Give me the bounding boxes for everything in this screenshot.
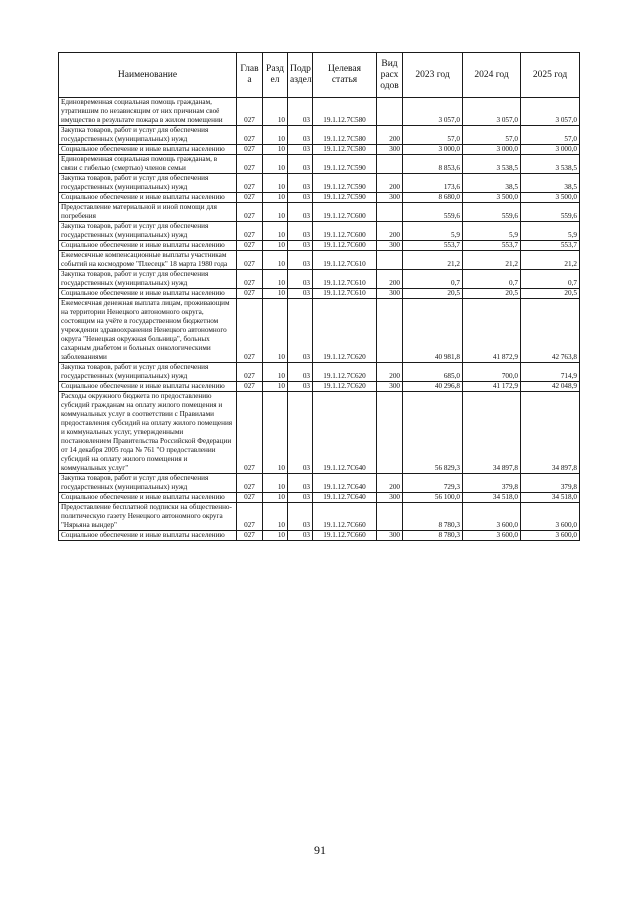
row-razdel: 10	[263, 174, 288, 193]
row-vid: 300	[377, 382, 403, 392]
row-vid	[377, 203, 403, 222]
header-2025: 2025 год	[521, 53, 580, 98]
row-podrazdel: 03	[288, 299, 313, 363]
table-row	[59, 174, 580, 193]
row-vid: 200	[377, 126, 403, 145]
row-vid: 300	[377, 145, 403, 155]
row-2024: 3 600,0	[463, 503, 521, 531]
header-vid: Вид расх одов	[377, 53, 403, 98]
row-podrazdel: 03	[288, 174, 313, 193]
row-podrazdel: 03	[288, 222, 313, 241]
row-vid: 300	[377, 193, 403, 203]
row-target: 19.1.12.7С610	[313, 251, 377, 270]
row-2024: 21,2	[463, 251, 521, 270]
row-podrazdel: 03	[288, 126, 313, 145]
row-2025: 3 600,0	[521, 503, 580, 531]
row-2024: 57,0	[463, 126, 521, 145]
row-2024: 3 500,0	[463, 193, 521, 203]
row-vid	[377, 503, 403, 531]
row-name: Закупка товаров, работ и услуг для обеспечения государственных (муниципальных) нужд	[59, 174, 237, 193]
row-podrazdel: 03	[288, 241, 313, 251]
table-row	[59, 299, 580, 363]
row-2024: 559,6	[463, 203, 521, 222]
row-glava: 027	[237, 203, 263, 222]
header-razdel: Разд ел	[263, 53, 288, 98]
table-row	[59, 382, 580, 392]
row-razdel: 10	[263, 193, 288, 203]
row-target: 19.1.12.7С660	[313, 531, 377, 541]
row-2024: 41 872,9	[463, 299, 521, 363]
table-row	[59, 126, 580, 145]
row-podrazdel: 03	[288, 203, 313, 222]
row-2023: 8 853,6	[403, 155, 463, 174]
row-razdel: 10	[263, 126, 288, 145]
row-podrazdel: 03	[288, 270, 313, 289]
row-target: 19.1.12.7С580	[313, 98, 377, 126]
row-podrazdel: 03	[288, 145, 313, 155]
row-name: Социальное обеспечение и иные выплаты населению	[59, 493, 237, 503]
row-name: Закупка товаров, работ и услуг для обеспечения государственных (муниципальных) нужд	[59, 363, 237, 382]
table-header-row	[59, 53, 580, 98]
row-name: Закупка товаров, работ и услуг для обеспечения государственных (муниципальных) нужд	[59, 222, 237, 241]
row-podrazdel: 03	[288, 474, 313, 493]
row-2024: 3 000,0	[463, 145, 521, 155]
row-2023: 56 100,0	[403, 493, 463, 503]
row-glava: 027	[237, 222, 263, 241]
row-2023: 21,2	[403, 251, 463, 270]
row-2023: 8 780,3	[403, 503, 463, 531]
row-2024: 3 538,5	[463, 155, 521, 174]
row-2025: 34 518,0	[521, 493, 580, 503]
row-target: 19.1.12.7С600	[313, 241, 377, 251]
row-2025: 553,7	[521, 241, 580, 251]
row-2025: 3 000,0	[521, 145, 580, 155]
row-2023: 8 680,0	[403, 193, 463, 203]
row-podrazdel: 03	[288, 493, 313, 503]
row-2025: 42 763,8	[521, 299, 580, 363]
row-razdel: 10	[263, 474, 288, 493]
row-name: Единовременная социальная помощь гражданам, в связи с гибелью (смертью) членов семьи	[59, 155, 237, 174]
row-name: Предоставление бесплатной подписки на общественно-политическую газету Ненецкого автономного округа "Нярьяна вындер"	[59, 503, 237, 531]
table-row	[59, 289, 580, 299]
table-row	[59, 392, 580, 474]
header-glava: Глав а	[237, 53, 263, 98]
row-name: Социальное обеспечение и иные выплаты населению	[59, 382, 237, 392]
header-2023: 2023 год	[403, 53, 463, 98]
row-glava: 027	[237, 126, 263, 145]
row-podrazdel: 03	[288, 251, 313, 270]
table-row	[59, 531, 580, 541]
table-row	[59, 251, 580, 270]
row-podrazdel: 03	[288, 155, 313, 174]
table-row	[59, 270, 580, 289]
table-row	[59, 493, 580, 503]
row-glava: 027	[237, 241, 263, 251]
row-vid: 300	[377, 241, 403, 251]
row-glava: 027	[237, 392, 263, 474]
row-2023: 553,7	[403, 241, 463, 251]
row-2023: 40 981,8	[403, 299, 463, 363]
row-target: 19.1.12.7С620	[313, 363, 377, 382]
row-2024: 3 600,0	[463, 531, 521, 541]
row-glava: 027	[237, 193, 263, 203]
row-vid: 300	[377, 531, 403, 541]
row-podrazdel: 03	[288, 289, 313, 299]
row-2025: 714,9	[521, 363, 580, 382]
table-row	[59, 503, 580, 531]
row-target: 19.1.12.7С640	[313, 474, 377, 493]
row-name: Предоставление материальной и иной помощи для погребения	[59, 203, 237, 222]
page-number: 91	[314, 843, 326, 857]
row-podrazdel: 03	[288, 531, 313, 541]
row-glava: 027	[237, 145, 263, 155]
row-target: 19.1.12.7С590	[313, 155, 377, 174]
header-name: Наименование	[59, 53, 237, 98]
row-razdel: 10	[263, 289, 288, 299]
row-target: 19.1.12.7С590	[313, 174, 377, 193]
row-target: 19.1.12.7С600	[313, 222, 377, 241]
row-vid: 300	[377, 289, 403, 299]
row-glava: 027	[237, 474, 263, 493]
row-2025: 5,9	[521, 222, 580, 241]
row-2025: 3 538,5	[521, 155, 580, 174]
row-2025: 3 057,0	[521, 98, 580, 126]
row-2023: 8 780,3	[403, 531, 463, 541]
row-2023: 3 057,0	[403, 98, 463, 126]
row-2024: 20,5	[463, 289, 521, 299]
row-vid	[377, 299, 403, 363]
row-razdel: 10	[263, 299, 288, 363]
row-2025: 34 897,8	[521, 392, 580, 474]
row-razdel: 10	[263, 222, 288, 241]
row-glava: 027	[237, 363, 263, 382]
row-2024: 379,8	[463, 474, 521, 493]
table-row	[59, 474, 580, 493]
row-vid: 200	[377, 270, 403, 289]
table-row	[59, 155, 580, 174]
row-2024: 553,7	[463, 241, 521, 251]
row-vid: 200	[377, 174, 403, 193]
table-row	[59, 145, 580, 155]
row-name: Ежемесячные компенсационные выплаты участникам событий на космодроме "Плесецк" 18 марта 1980 года	[59, 251, 237, 270]
row-2023: 729,3	[403, 474, 463, 493]
row-podrazdel: 03	[288, 392, 313, 474]
row-glava: 027	[237, 251, 263, 270]
row-podrazdel: 03	[288, 98, 313, 126]
row-name: Социальное обеспечение и иные выплаты населению	[59, 193, 237, 203]
row-name: Единовременная социальная помощь гражданам, утратившим по независящим от них причинам своё имущество в результате пожара в жилом помещении	[59, 98, 237, 126]
row-name: Социальное обеспечение и иные выплаты населению	[59, 289, 237, 299]
table-row	[59, 98, 580, 126]
row-razdel: 10	[263, 392, 288, 474]
row-2024: 0,7	[463, 270, 521, 289]
row-glava: 027	[237, 382, 263, 392]
row-glava: 027	[237, 270, 263, 289]
row-vid	[377, 98, 403, 126]
row-2025: 38,5	[521, 174, 580, 193]
row-2025: 0,7	[521, 270, 580, 289]
row-name: Социальное обеспечение и иные выплаты населению	[59, 241, 237, 251]
row-target: 19.1.12.7С640	[313, 493, 377, 503]
row-name: Социальное обеспечение и иные выплаты населению	[59, 531, 237, 541]
header-target: Целевая статья	[313, 53, 377, 98]
row-target: 19.1.12.7С610	[313, 270, 377, 289]
row-2025: 3 500,0	[521, 193, 580, 203]
table-body	[59, 98, 580, 541]
row-razdel: 10	[263, 203, 288, 222]
table-row	[59, 193, 580, 203]
row-glava: 027	[237, 289, 263, 299]
row-2025: 20,5	[521, 289, 580, 299]
row-2023: 685,0	[403, 363, 463, 382]
row-2023: 56 829,3	[403, 392, 463, 474]
row-name: Ежемесячная денежная выплата лицам, проживающим на территории Ненецкого автономного округа, состоящим на учёте в государственном бюджетном учреждении здравоохранения Ненецкого автономного округа "Ненецкая окружная больница", больных сахарным диабетом и больных онкологическими заболеваниями	[59, 299, 237, 363]
row-razdel: 10	[263, 270, 288, 289]
row-2023: 40 296,8	[403, 382, 463, 392]
row-podrazdel: 03	[288, 382, 313, 392]
row-name: Закупка товаров, работ и услуг для обеспечения государственных (муниципальных) нужд	[59, 126, 237, 145]
row-vid: 300	[377, 493, 403, 503]
row-vid	[377, 251, 403, 270]
row-target: 19.1.12.7С610	[313, 289, 377, 299]
row-2023: 5,9	[403, 222, 463, 241]
row-2025: 3 600,0	[521, 531, 580, 541]
row-target: 19.1.12.7С600	[313, 203, 377, 222]
row-name: Закупка товаров, работ и услуг для обеспечения государственных (муниципальных) нужд	[59, 270, 237, 289]
row-target: 19.1.12.7С640	[313, 392, 377, 474]
row-2024: 34 897,8	[463, 392, 521, 474]
row-2024: 34 518,0	[463, 493, 521, 503]
row-2024: 3 057,0	[463, 98, 521, 126]
row-target: 19.1.12.7С620	[313, 382, 377, 392]
row-glava: 027	[237, 503, 263, 531]
row-target: 19.1.12.7С590	[313, 193, 377, 203]
row-glava: 027	[237, 493, 263, 503]
row-2023: 559,6	[403, 203, 463, 222]
row-2025: 57,0	[521, 126, 580, 145]
row-vid: 200	[377, 363, 403, 382]
row-target: 19.1.12.7С660	[313, 503, 377, 531]
row-2025: 379,8	[521, 474, 580, 493]
row-razdel: 10	[263, 363, 288, 382]
row-2024: 5,9	[463, 222, 521, 241]
row-razdel: 10	[263, 493, 288, 503]
row-podrazdel: 03	[288, 193, 313, 203]
row-2024: 700,0	[463, 363, 521, 382]
row-2023: 3 000,0	[403, 145, 463, 155]
table-row	[59, 222, 580, 241]
table-row	[59, 241, 580, 251]
row-vid	[377, 392, 403, 474]
row-name: Закупка товаров, работ и услуг для обеспечения государственных (муниципальных) нужд	[59, 474, 237, 493]
row-vid: 200	[377, 222, 403, 241]
row-razdel: 10	[263, 145, 288, 155]
row-glava: 027	[237, 531, 263, 541]
header-podrazdel: Подр аздел	[288, 53, 313, 98]
row-podrazdel: 03	[288, 503, 313, 531]
row-vid: 200	[377, 474, 403, 493]
budget-table	[58, 52, 580, 541]
row-razdel: 10	[263, 98, 288, 126]
row-glava: 027	[237, 98, 263, 126]
row-2024: 38,5	[463, 174, 521, 193]
table-row	[59, 203, 580, 222]
row-2023: 57,0	[403, 126, 463, 145]
row-razdel: 10	[263, 241, 288, 251]
row-2025: 559,6	[521, 203, 580, 222]
row-2025: 42 048,9	[521, 382, 580, 392]
row-2023: 0,7	[403, 270, 463, 289]
row-podrazdel: 03	[288, 363, 313, 382]
row-2025: 21,2	[521, 251, 580, 270]
row-2023: 173,6	[403, 174, 463, 193]
header-2024: 2024 год	[463, 53, 521, 98]
row-razdel: 10	[263, 155, 288, 174]
row-2024: 41 172,9	[463, 382, 521, 392]
row-2023: 20,5	[403, 289, 463, 299]
row-razdel: 10	[263, 382, 288, 392]
row-razdel: 10	[263, 503, 288, 531]
row-glava: 027	[237, 155, 263, 174]
row-glava: 027	[237, 174, 263, 193]
row-target: 19.1.12.7С580	[313, 145, 377, 155]
row-razdel: 10	[263, 251, 288, 270]
row-name: Социальное обеспечение и иные выплаты населению	[59, 145, 237, 155]
table-row	[59, 363, 580, 382]
row-vid	[377, 155, 403, 174]
row-name: Расходы окружного бюджета по предоставлению субсидий гражданам на оплату жилого помещения и коммунальных услуг в соответствии с Правилами предоставления субсидий на оплату жилого помещения и коммунальных услуг, утвержденными постановлением Правительства Российской Федерации от 14 декабря 2005 года № 761 "О предоставлении субсидий на оплату жилого помещения и коммунальных услуг"	[59, 392, 237, 474]
row-glava: 027	[237, 299, 263, 363]
row-target: 19.1.12.7С620	[313, 299, 377, 363]
row-razdel: 10	[263, 531, 288, 541]
row-target: 19.1.12.7С580	[313, 126, 377, 145]
